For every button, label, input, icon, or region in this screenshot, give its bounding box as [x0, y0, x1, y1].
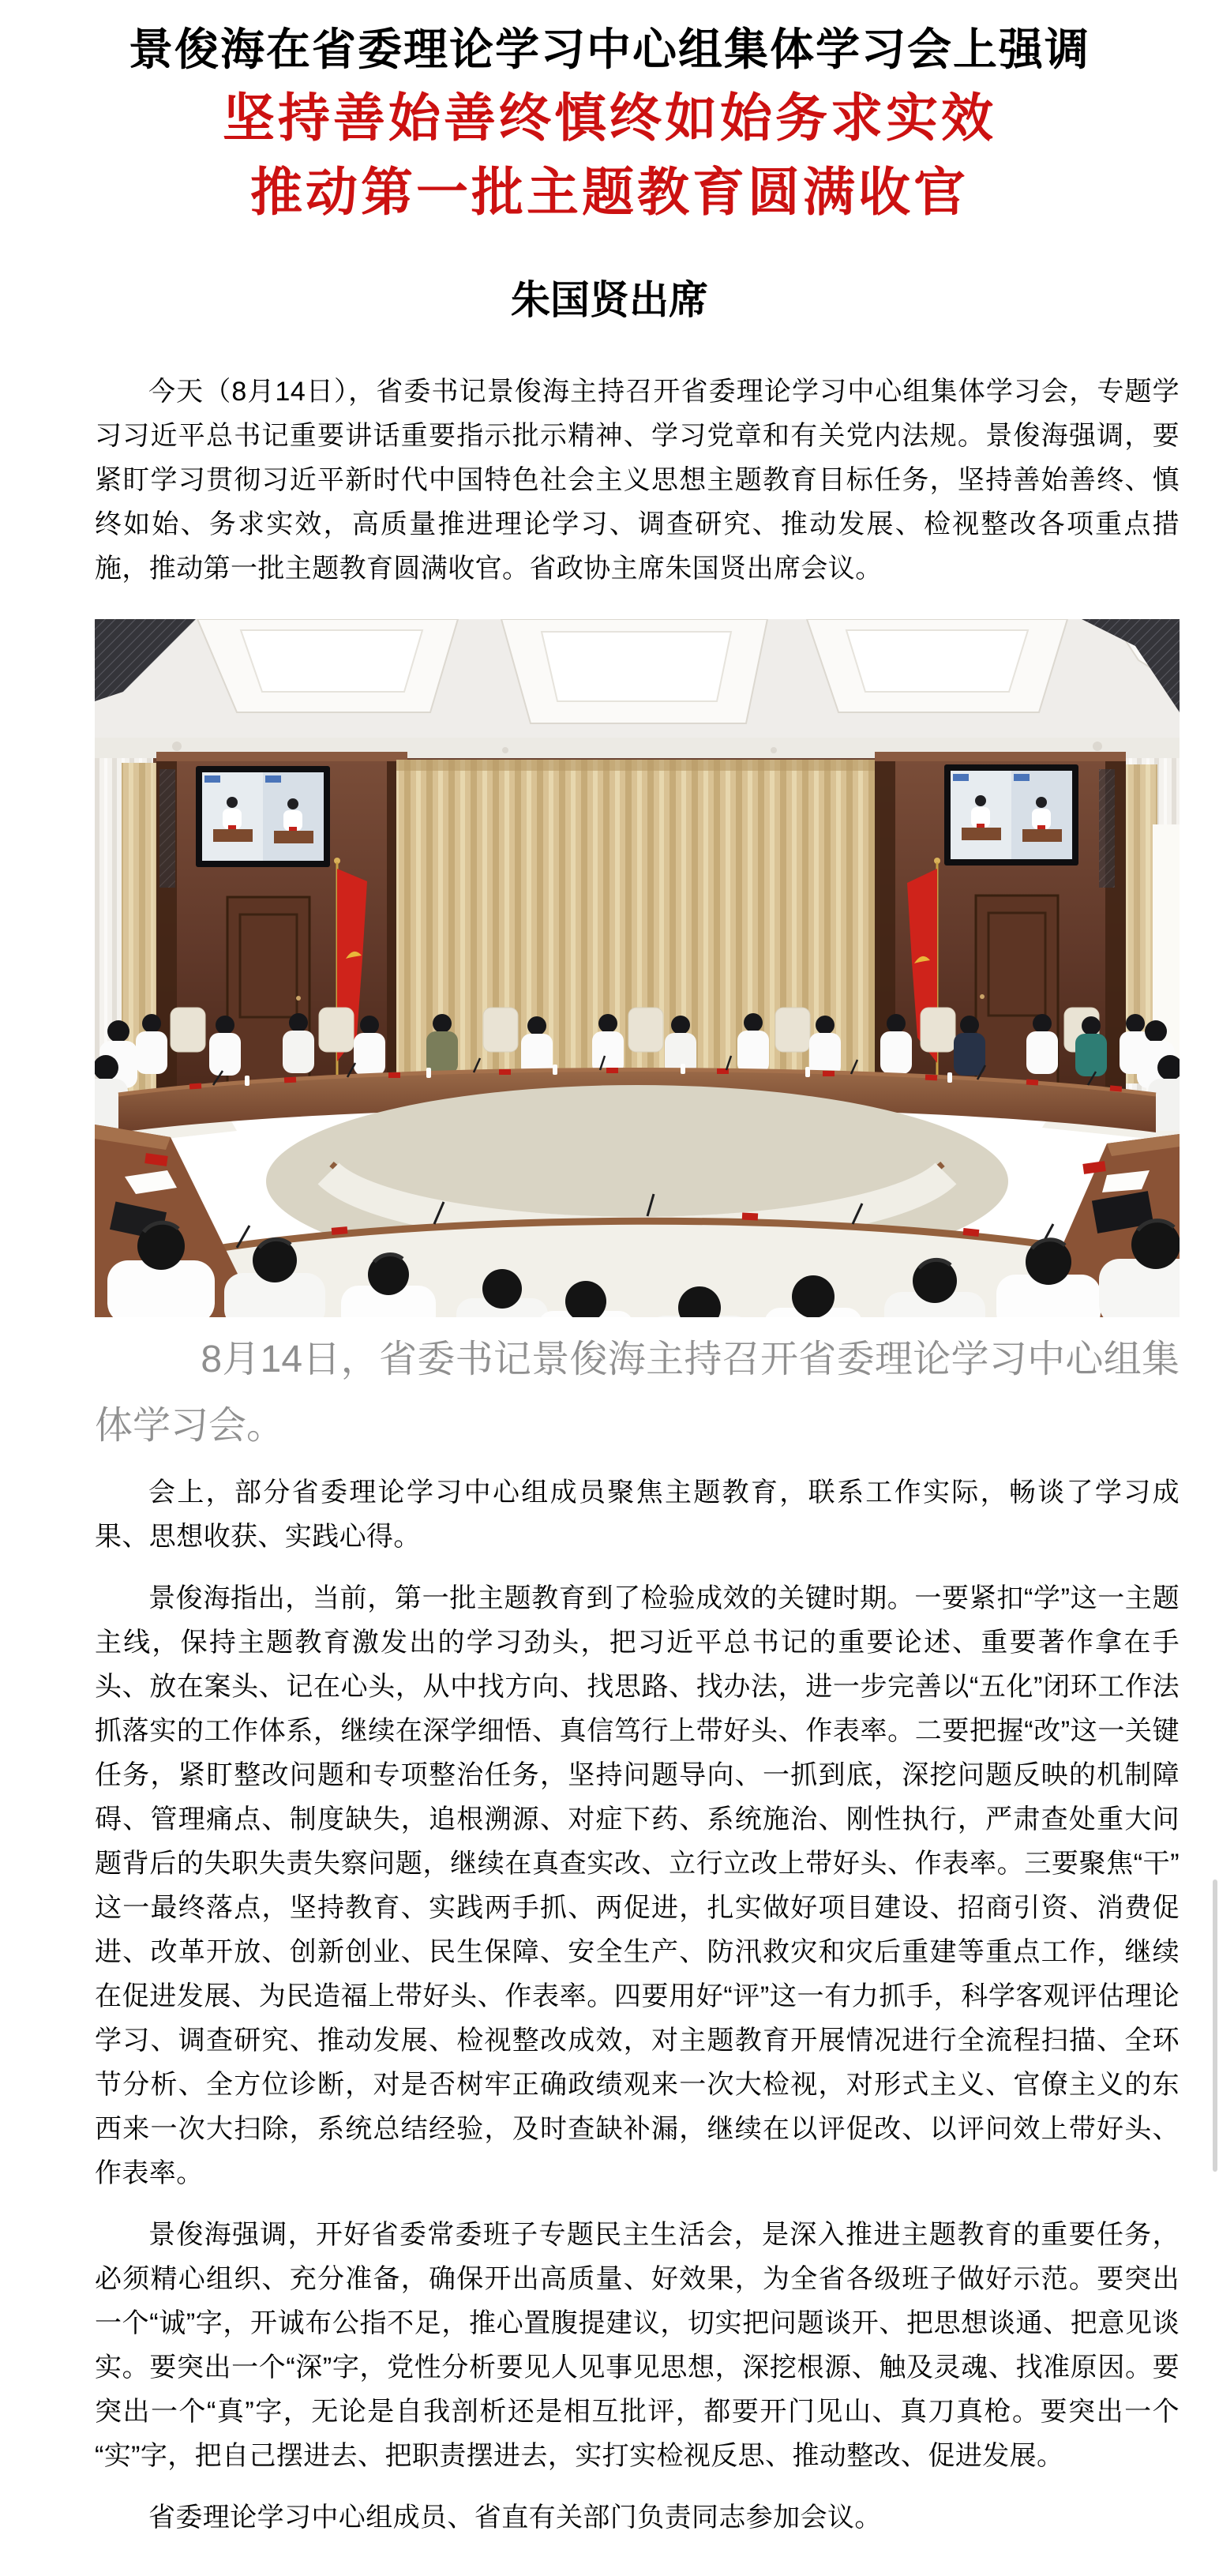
photo-caption: 8月14日，省委书记景俊海主持召开省委理论学习中心组集体学习会。: [95, 1339, 1180, 1447]
ceiling: [95, 619, 1180, 760]
headline-line-2: 推动第一批主题教育圆满收官: [250, 163, 969, 221]
meeting-photo-illustration: [95, 619, 1180, 1317]
meeting-photo: [95, 619, 1180, 1459]
body-paragraph: 省委理论学习中心组成员、省直有关部门负责同志参加会议。: [148, 2503, 882, 2533]
video-screen-left: [196, 766, 330, 867]
subhead: 朱国贤出席: [511, 278, 708, 322]
body-paragraph: 景俊海强调，开好省委常委班子专题民主生活会，是深入推进主题教育的重要任务，必须精心组织、充分准备，确保开出高质量、好效果，为全省各级班子做好示范。要突出一个“诚”字，开诚布公指不足，推心置腹提建议，切实把问题谈开、把思想谈通、把意见谈实。要突出一个“深”字，党性分析要见人见事见思想，深挖根源、触及灵魂、找准原因。要突出一个“真”字，无论是自我剖析还是相互批评，都要开门见山、真刀真枪。要突出一个“实”字，把自己摆进去、把职责摆进去，实打实检视反思、推动整改、促进发展。: [95, 2220, 1180, 2471]
headline-line-1: 坚持善始善终慎终如始务求实效: [223, 88, 996, 147]
body-paragraph: 景俊海指出，当前，第一批主题教育到了检验成效的关键时期。一要紧扣“学”这一主题主线，保持主题教育激发出的学习劲头，把习近平总书记的重要论述、重要著作拿在手头、放在案头、记在心头，从中找方向、找思路、找办法，进一步完善以“五化”闭环工作法抓落实的工作体系，继续在深学细悟、真信笃行上带好头、作表率。二要把握“改”这一关键任务，紧盯整改问题和专项整治任务，坚持问题导向、一抓到底，深挖问题反映的机制障碍、管理痛点、制度缺失，追根溯源、对症下药、系统施治、刚性执行，严肃查处重大问题背后的失职失责失察问题，继续在真查实改、立行立改上带好头、作表率。三要聚焦“干”这一最终落点，坚持教育、实践两手抓、两促进，扎实做好项目建设、招商引资、消费促进、改革开放、创新创业、民生保障、安全生产、防汛救灾和灾后重建等重点工作，继续在促进发展、为民造福上带好头、作表率。四要用好“评”这一有力抓手，科学客观评估理论学习、调查研究、推动发展、检视整改成效，对主题教育开展情况进行全流程扫描、全环节分析、全方位诊断，对是否树牢正确政绩观来一次大检视，对形式主义、官僚主义的东西来一次大扫除，系统总结经验，及时查缺补漏，继续在以评促改、以评问效上带好头、作表率。: [95, 1583, 1180, 2188]
news-article: [0, 22, 1219, 2568]
kicker-title: 景俊海在省委理论学习中心组集体学习会上强调: [129, 24, 1090, 74]
article-body: [0, 370, 1219, 2568]
lead-paragraph: 今天（8月14日），省委书记景俊海主持召开省委理论学习中心组集体学习会，专题学习习近平总书记重要讲话重要指示批示精神、学习党章和有关党内法规。景俊海强调，要紧盯学习贯彻习近平新时代中国特色社会主义思想主题教育目标任务，坚持善始善终、慎终如始、务求实效，高质量推进理论学习、调查研究、推动发展、检视整改各项重点措施，推动第一批主题教育圆满收官。省政协主席朱国贤出席会议。: [95, 377, 1180, 584]
video-screen-right: [944, 764, 1078, 866]
body-paragraph: 会上，部分省委理论学习中心组成员聚焦主题教育，联系工作实际，畅谈了学习成果、思想收获、实践心得。: [95, 1478, 1180, 1552]
headline-red: [16, 81, 1203, 229]
article-page: [0, 22, 1219, 2576]
page-scrollbar-thumb[interactable]: [1213, 1879, 1217, 2172]
